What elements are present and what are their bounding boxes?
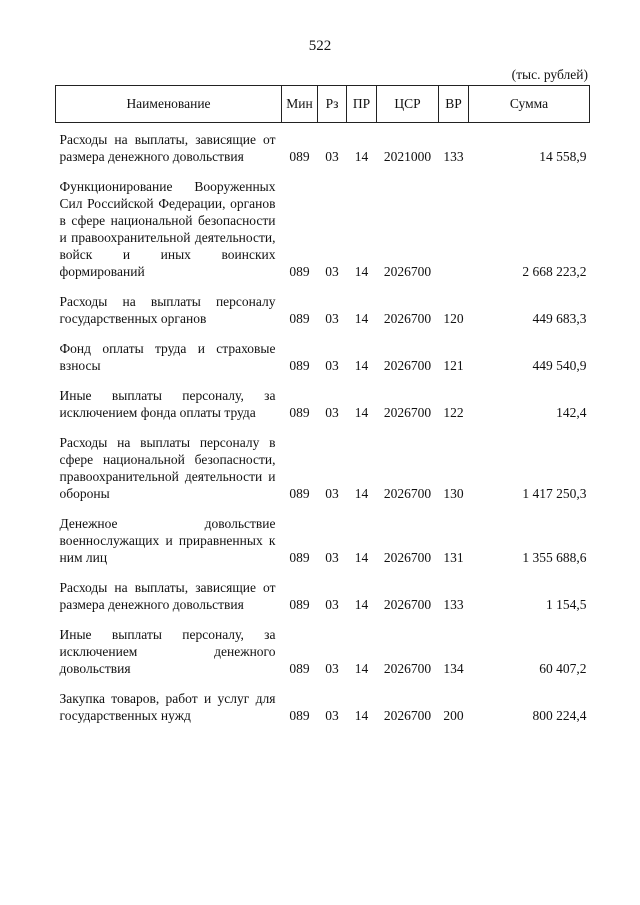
row-vr: 133 <box>443 597 464 612</box>
row-sum: 449 683,3 <box>532 311 587 326</box>
row-rz: 03 <box>325 311 339 326</box>
row-min: 089 <box>289 358 310 373</box>
row-sum: 449 540,9 <box>532 358 587 373</box>
table-row <box>56 178 590 280</box>
table-row <box>56 293 590 327</box>
row-pr: 14 <box>354 358 369 373</box>
table-row <box>56 626 590 677</box>
table-header-row <box>56 86 590 123</box>
row-sum: 142,4 <box>556 405 587 420</box>
row-sum: 1 355 688,6 <box>522 550 587 565</box>
row-name: Расходы на выплаты персоналу в сфере национальной безопасности, правоохранительной деятельности и обороны <box>59 435 276 501</box>
row-name: Денежное довольствие военнослужащих и приравненных к ним лиц <box>59 516 276 565</box>
row-csr: 2026700 <box>383 597 432 612</box>
row-min: 089 <box>289 405 310 420</box>
row-pr: 14 <box>354 405 369 420</box>
table-row <box>56 131 590 165</box>
row-sum: 14 558,9 <box>539 149 587 164</box>
row-csr: 2026700 <box>383 550 432 565</box>
row-csr: 2026700 <box>383 708 432 723</box>
header-name: Наименование <box>56 86 282 123</box>
row-min: 089 <box>289 597 310 612</box>
row-vr: 130 <box>443 486 464 501</box>
row-sum: 2 668 223,2 <box>522 264 587 279</box>
table-row <box>56 579 590 613</box>
row-rz: 03 <box>325 550 339 565</box>
row-pr: 14 <box>354 661 369 676</box>
row-csr: 2026700 <box>383 661 432 676</box>
row-sum: 1 154,5 <box>546 597 587 612</box>
page-number: 522 <box>308 38 332 54</box>
row-pr: 14 <box>354 486 369 501</box>
row-rz: 03 <box>325 149 339 164</box>
table-row <box>56 387 590 421</box>
row-min: 089 <box>289 149 310 164</box>
row-vr: 200 <box>443 708 464 723</box>
row-pr: 14 <box>354 311 369 326</box>
budget-table <box>55 85 590 724</box>
row-csr: 2026700 <box>383 486 432 501</box>
row-csr: 2026700 <box>383 405 432 420</box>
row-rz: 03 <box>325 264 339 279</box>
row-sum: 60 407,2 <box>539 661 587 676</box>
row-pr: 14 <box>354 264 369 279</box>
row-rz: 03 <box>325 486 339 501</box>
row-name: Функционирование Вооруженных Сил Российской Федерации, органов в сфере национальной безопасности и правоохранительной деятельности, войск и иных воинских формирований <box>59 179 276 279</box>
row-pr: 14 <box>354 149 369 164</box>
header-min: Мин <box>282 86 318 123</box>
row-pr: 14 <box>354 550 369 565</box>
header-pr: ПР <box>347 86 377 123</box>
row-pr: 14 <box>354 597 369 612</box>
row-csr: 2021000 <box>383 149 432 164</box>
header-csr: ЦСР <box>377 86 439 123</box>
header-sum: Сумма <box>469 86 590 123</box>
row-csr: 2026700 <box>383 358 432 373</box>
row-vr: 121 <box>443 358 464 373</box>
row-name: Фонд оплаты труда и страховые взносы <box>59 341 276 373</box>
row-vr: 131 <box>443 550 464 565</box>
row-vr: 133 <box>443 149 464 164</box>
row-csr: 2026700 <box>383 311 432 326</box>
units-label: (тыс. рублей) <box>511 67 588 82</box>
row-name: Расходы на выплаты, зависящие от размера денежного довольствия <box>59 132 276 164</box>
row-name: Расходы на выплаты, зависящие от размера денежного довольствия <box>59 580 276 612</box>
row-name: Расходы на выплаты персоналу государственных органов <box>59 294 276 326</box>
row-min: 089 <box>289 311 310 326</box>
row-rz: 03 <box>325 597 339 612</box>
table-row <box>56 690 590 724</box>
table-row <box>56 515 590 566</box>
row-min: 089 <box>289 264 310 279</box>
row-rz: 03 <box>325 405 339 420</box>
row-sum: 1 417 250,3 <box>522 486 587 501</box>
table-row <box>56 340 590 374</box>
row-min: 089 <box>289 550 310 565</box>
row-name: Закупка товаров, работ и услуг для государственных нужд <box>59 691 276 723</box>
row-pr: 14 <box>354 708 369 723</box>
row-csr: 2026700 <box>383 264 432 279</box>
row-vr <box>439 178 469 280</box>
row-rz: 03 <box>325 358 339 373</box>
table-row <box>56 434 590 502</box>
row-vr: 134 <box>443 661 464 676</box>
row-vr: 120 <box>443 311 464 326</box>
row-sum: 800 224,4 <box>532 708 587 723</box>
header-vr: ВР <box>439 86 469 123</box>
row-min: 089 <box>289 486 310 501</box>
row-rz: 03 <box>325 708 339 723</box>
row-vr: 122 <box>443 405 464 420</box>
row-rz: 03 <box>325 661 339 676</box>
row-name: Иные выплаты персоналу, за исключением денежного довольствия <box>59 627 276 676</box>
row-min: 089 <box>289 708 310 723</box>
header-rz: Рз <box>318 86 347 123</box>
row-name: Иные выплаты персоналу, за исключением фонда оплаты труда <box>59 388 276 420</box>
row-min: 089 <box>289 661 310 676</box>
